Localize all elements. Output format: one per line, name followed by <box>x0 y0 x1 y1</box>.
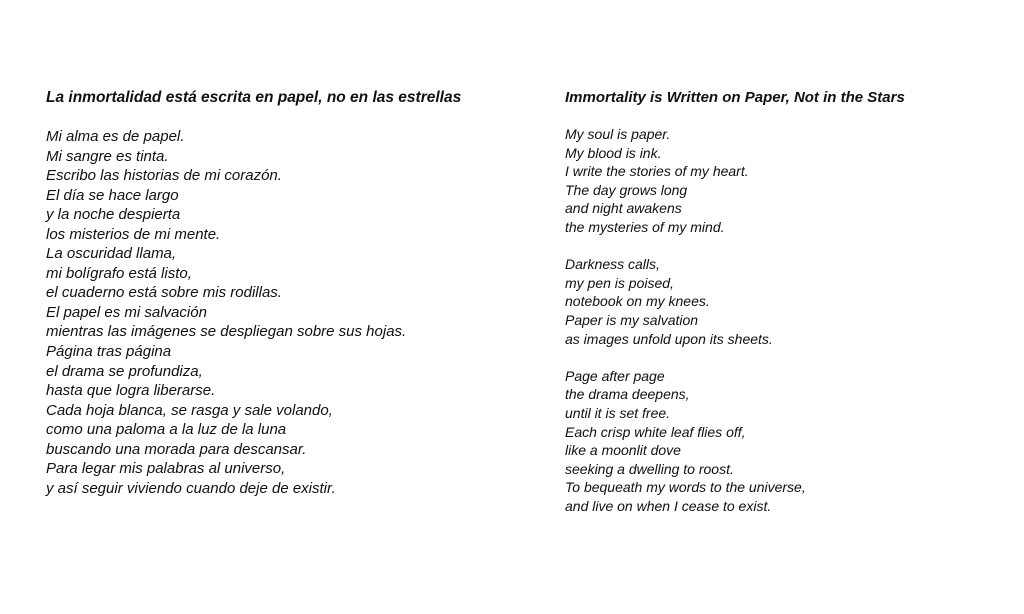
spanish-poem-body <box>46 127 526 498</box>
english-poem <box>565 88 1005 515</box>
poem-line: Para legar mis palabras al universo, <box>46 460 286 478</box>
spanish-poem <box>46 88 526 498</box>
poem-line: my pen is poised, <box>565 274 674 291</box>
poem-line: seeking a dwelling to roost. <box>565 460 734 477</box>
spanish-poem-title: La inmortalidad está escrita en papel, no en las estrellas <box>46 89 462 106</box>
poem-line: like a moonlit dove <box>565 442 681 459</box>
poem-line: I write the stories of my heart. <box>565 163 749 180</box>
poem-line: My soul is paper. <box>565 126 671 142</box>
english-poem-title: Immortality is Written on Paper, Not in the Stars <box>565 89 905 106</box>
poem-line: El papel es mi salvación <box>46 303 207 321</box>
english-poem-body <box>565 125 1005 515</box>
poem-line: To bequeath my words to the universe, <box>565 479 806 496</box>
poem-line: el drama se profundiza, <box>46 362 203 380</box>
poem-line: los misterios de mi mente. <box>46 225 221 243</box>
poem-line: Darkness calls, <box>565 256 660 273</box>
poem-line: Page after page <box>565 367 665 384</box>
poem-line: Mi alma es de papel. <box>46 128 185 145</box>
stanza <box>565 367 1005 516</box>
poem-line: Paper is my salvation <box>565 311 699 328</box>
poem-line: until it is set free. <box>565 404 671 421</box>
poem-line: buscando una morada para descansar. <box>46 440 307 458</box>
poem-line: y la noche despierta <box>46 206 181 224</box>
poem-line: como una paloma a la luz de la luna <box>46 421 287 439</box>
stanza <box>565 125 1005 237</box>
poem-line: El día se hace largo <box>46 186 179 204</box>
poem-line: el cuaderno está sobre mis rodillas. <box>46 284 282 302</box>
poem-line: Each crisp white leaf flies off, <box>565 423 746 440</box>
poem-line: notebook on my knees. <box>565 293 710 310</box>
poem-line: the mysteries of my mind. <box>565 218 725 235</box>
poem-line: The day grows long <box>565 181 688 198</box>
poem-line: Escribo las historias de mi corazón. <box>46 167 282 185</box>
poem-line: y así seguir viviendo cuando deje de existir. <box>46 479 336 497</box>
poem-line: and live on when I cease to exist. <box>565 497 772 514</box>
poem-line: La oscuridad llama, <box>46 245 177 263</box>
poem-line: as images unfold upon its sheets. <box>565 330 773 347</box>
poem-line: Mi sangre es tinta. <box>46 147 169 165</box>
poem-line: Página tras página <box>46 343 172 361</box>
poem-line: the drama deepens, <box>565 386 690 403</box>
poem-line: mi bolígrafo está listo, <box>46 264 192 282</box>
poem-line: hasta que logra liberarse. <box>46 382 216 400</box>
poem-line: Cada hoja blanca, se rasga y sale volando, <box>46 401 333 419</box>
stanza <box>565 255 1005 348</box>
poem-line: mientras las imágenes se despliegan sobre sus hojas. <box>46 323 407 341</box>
poem-line: and night awakens <box>565 200 682 217</box>
poem-line: My blood is ink. <box>565 144 662 161</box>
